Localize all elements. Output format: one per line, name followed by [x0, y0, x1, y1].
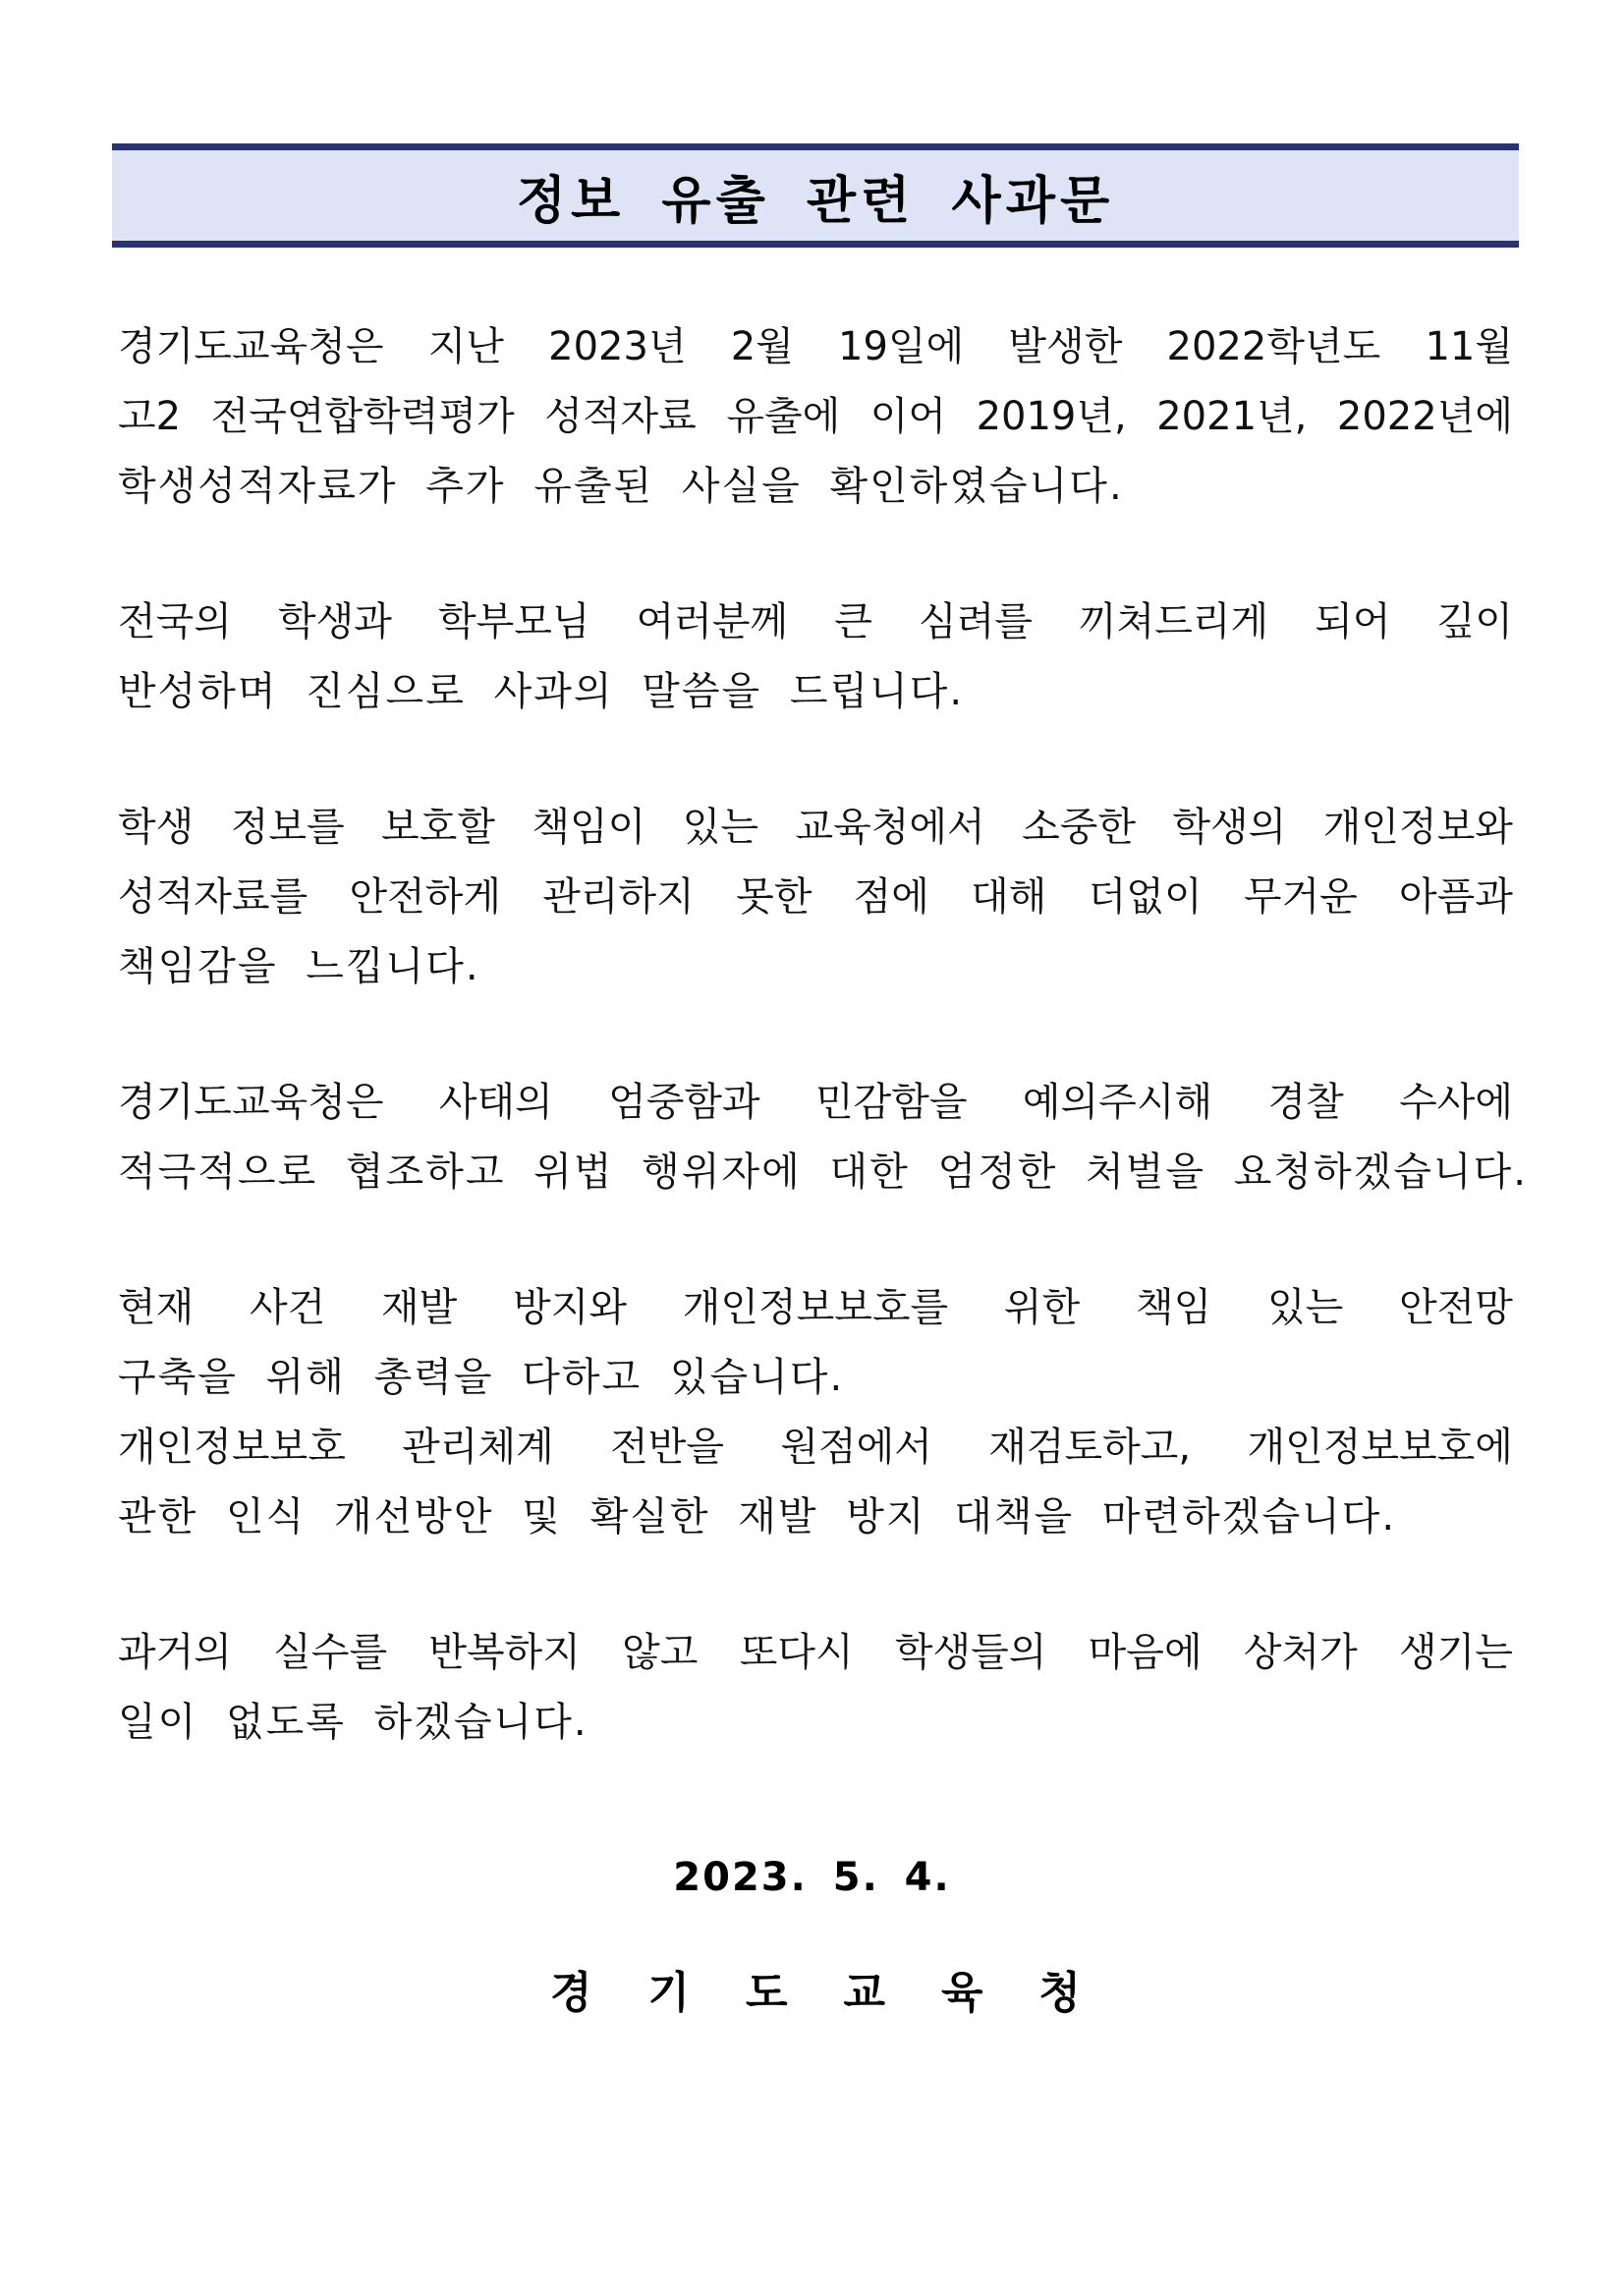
word: 깊이 — [1436, 599, 1513, 644]
paragraph — [118, 1618, 1513, 1758]
text-line — [118, 1273, 1513, 1343]
word: 재발 — [381, 1285, 458, 1330]
word: 있는 — [1266, 1285, 1344, 1330]
document-body — [118, 312, 1528, 1823]
word: 개인정보와 — [1322, 805, 1513, 850]
organization-char: 청 — [1038, 1968, 1081, 2018]
word: 전국의 — [118, 599, 232, 644]
word: 반복하지 — [428, 1630, 581, 1675]
word: 19일에 — [838, 324, 965, 369]
word: 경찰 — [1267, 1080, 1344, 1125]
word: 원점에서 — [780, 1425, 932, 1470]
word: 학생들의 — [894, 1630, 1047, 1675]
word: 마음에 — [1088, 1630, 1203, 1675]
organization-char: 교 — [843, 1968, 885, 2018]
word: 안전망 — [1398, 1285, 1513, 1330]
word: 아픔과 — [1399, 874, 1513, 920]
organization-char: 경 — [550, 1968, 592, 2018]
document-date: 2023. 5. 4. — [673, 1855, 951, 1900]
word: 전국연합학력평가 — [210, 394, 515, 439]
text-line: 일이 없도록 하겠습니다. — [118, 1700, 588, 1745]
word: 민감함을 — [815, 1080, 968, 1125]
text-line: 책임감을 느낍니다. — [118, 944, 480, 989]
paragraph — [118, 1068, 1528, 1207]
word: 성적자료 — [544, 394, 697, 439]
word: 학부모님 — [438, 599, 590, 644]
word: 안전하게 — [349, 874, 502, 920]
word: 경기도교육청은 — [118, 324, 384, 369]
word: 여러분께 — [636, 599, 789, 644]
text-line — [118, 312, 1513, 382]
organization-char: 도 — [745, 1968, 788, 2018]
word: 책임이 — [532, 805, 646, 850]
word: 못한 — [736, 874, 812, 920]
word: 학생 — [118, 805, 195, 850]
word: 2019년, — [976, 394, 1127, 439]
word: 2022학년도 — [1166, 324, 1381, 369]
paragraph — [118, 793, 1513, 1002]
word: 2022년에 — [1336, 394, 1513, 439]
word: 과거의 — [118, 1630, 232, 1675]
word: 실수를 — [273, 1630, 388, 1675]
word: 개인정보보호에 — [1247, 1425, 1513, 1470]
word: 발생한 — [1008, 324, 1123, 369]
organization-char: 육 — [940, 1968, 983, 2018]
text-line: 적극적으로 협조하고 위법 행위자에 대한 엄정한 처벌을 요청하겠습니다. — [118, 1149, 1528, 1195]
word: 지난 — [427, 324, 504, 369]
word: 성적자료를 — [118, 874, 308, 920]
word: 되어 — [1315, 599, 1391, 644]
word: 않고 — [622, 1630, 699, 1675]
word: 전반을 — [610, 1425, 724, 1470]
text-line — [118, 1068, 1513, 1138]
word: 교육청에서 — [795, 805, 985, 850]
paragraph — [118, 312, 1513, 522]
word: 소중한 — [1022, 805, 1136, 850]
word: 대해 — [971, 874, 1047, 920]
word: 재검토하고, — [988, 1425, 1192, 1470]
word: 보호할 — [381, 805, 495, 850]
word: 사건 — [250, 1285, 326, 1330]
word: 심려를 — [919, 599, 1033, 644]
document-title: 정보 유출 관련 사과문 — [516, 171, 1115, 231]
text-line — [118, 793, 1513, 863]
word: 현재 — [118, 1285, 195, 1330]
text-line: 반성하며 진심으로 사과의 말씀을 드립니다. — [118, 669, 965, 714]
word: 2021년, — [1156, 394, 1308, 439]
word: 정보를 — [230, 805, 345, 850]
word: 또다시 — [739, 1630, 854, 1675]
word: 무거운 — [1243, 874, 1358, 920]
word: 유출에 — [726, 394, 841, 439]
word: 개인정보보호 — [118, 1425, 346, 1470]
word: 끼쳐드리게 — [1079, 599, 1269, 644]
word: 관리체계 — [402, 1425, 554, 1470]
organization-char: 기 — [647, 1968, 690, 2018]
text-line: 학생성적자료가 추가 유출된 사실을 확인하였습니다. — [118, 464, 1124, 509]
paragraph — [118, 1273, 1513, 1552]
text-line — [118, 588, 1513, 657]
issuing-organization — [550, 1957, 1081, 2020]
text-line — [118, 1618, 1513, 1688]
word: 2023년 — [548, 324, 687, 369]
word: 생기는 — [1399, 1630, 1513, 1675]
text-line — [118, 1413, 1513, 1483]
text-line: 구축을 위해 총력을 다하고 있습니다. — [118, 1355, 845, 1400]
word: 책임 — [1135, 1285, 1212, 1330]
word: 엄중함과 — [608, 1080, 760, 1125]
word: 경기도교육청은 — [118, 1080, 384, 1125]
word: 2월 — [730, 324, 794, 369]
word: 큰 — [834, 599, 872, 644]
word: 상처가 — [1243, 1630, 1358, 1675]
word: 위한 — [1003, 1285, 1081, 1330]
text-line: 관한 인식 개선방안 및 확실한 재발 방지 대책을 마련하겠습니다. — [118, 1494, 1397, 1540]
word: 수사에 — [1399, 1080, 1513, 1125]
word: 있는 — [682, 805, 759, 850]
text-line — [118, 382, 1513, 452]
paragraph — [118, 588, 1513, 727]
word: 이어 — [869, 394, 947, 439]
word: 학생과 — [278, 599, 392, 644]
word: 더없이 — [1088, 874, 1203, 920]
word: 고2 — [118, 394, 182, 439]
word: 점에 — [853, 874, 929, 920]
text-line — [118, 863, 1513, 932]
title-banner — [112, 143, 1519, 248]
word: 관리하지 — [542, 874, 695, 920]
word: 사태의 — [438, 1080, 553, 1125]
word: 예의주시해 — [1022, 1080, 1213, 1125]
word: 개인정보보호를 — [682, 1285, 949, 1330]
word: 11월 — [1425, 324, 1513, 369]
word: 학생의 — [1172, 805, 1287, 850]
word: 방지와 — [513, 1285, 627, 1330]
